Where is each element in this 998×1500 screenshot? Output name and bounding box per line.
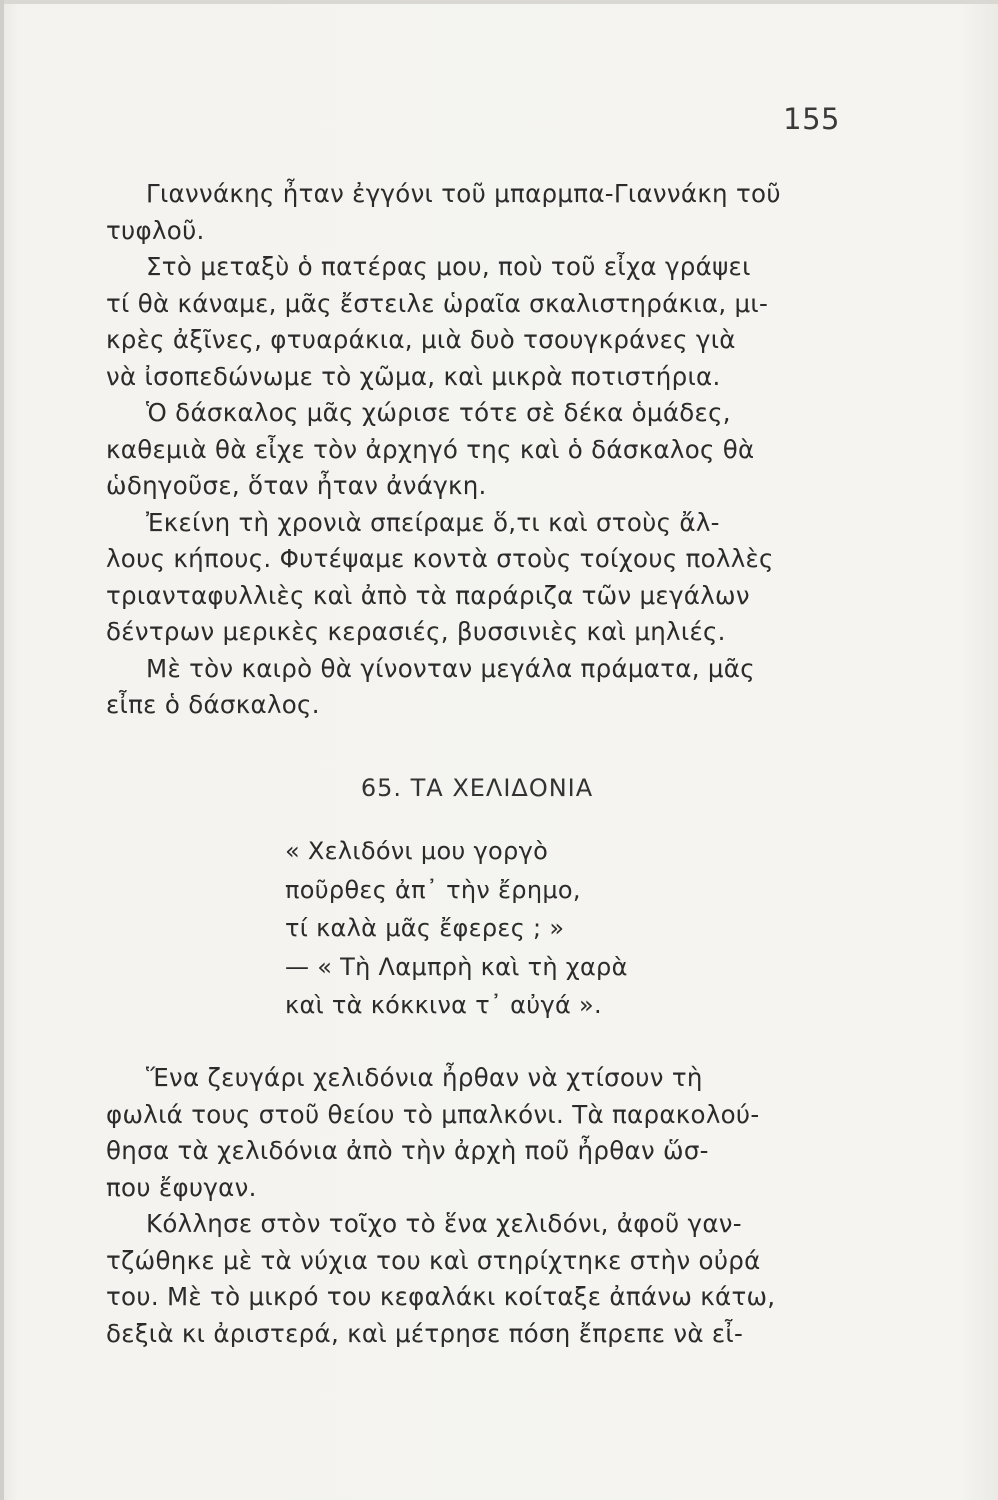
paragraph <box>106 249 876 395</box>
text-line: τυφλοῦ. <box>106 215 205 245</box>
text-line: τριανταφυλλιὲς καὶ ἀπὸ τὰ παράριζα τῶν μεγάλων <box>106 580 750 610</box>
text-line: Ἐκείνη τὴ χρονιὰ σπείραμε ὅ,τι καὶ στοὺς ἄλ- <box>146 507 720 537</box>
text-line: εἶπε ὁ δάσκαλος. <box>106 690 320 719</box>
poem-line: « Χελιδόνι μου γοργὸ <box>285 837 549 865</box>
poem-line: ποῦρθες ἀπ᾿ τὴν ἔρημο, <box>285 875 581 904</box>
text-line: που ἔφυγαν. <box>106 1172 257 1202</box>
poem <box>285 832 628 1025</box>
text-line: κρὲς ἀξῖνες, φτυαράκια, μιὰ δυὸ τσουγκράνες γιὰ <box>106 325 736 354</box>
poem-line: — « Τὴ Λαμπρὴ καὶ τὴ χαρὰ <box>285 952 628 981</box>
text-block-top <box>106 176 876 724</box>
text-line: καθεμιὰ θὰ εἶχε τὸν ἀρχηγό της καὶ ὁ δάσκαλος θὰ <box>106 434 755 464</box>
paragraph <box>106 505 876 651</box>
text-line: Γιαννάκης ἦταν ἐγγόνι τοῦ μπαρμπα-Γιαννάκη τοῦ <box>146 179 781 208</box>
text-line: φωλιά τους στοῦ θείου τὸ μπαλκόνι. Τὰ παρακολού- <box>106 1099 760 1129</box>
text-line: τί θὰ κάναμε, μᾶς ἔστειλε ὡραῖα σκαλιστηράκια, μι- <box>106 288 769 318</box>
paragraph <box>106 1206 876 1352</box>
text-line: Κόλλησε στὸν τοῖχο τὸ ἕνα χελιδόνι, ἀφοῦ γαν- <box>146 1209 742 1238</box>
paragraph <box>106 1060 876 1206</box>
text-line: θησα τὰ χελιδόνια ἀπὸ τὴν ἀρχὴ ποῦ ἦρθαν ὥσ- <box>106 1136 709 1165</box>
paragraph <box>106 395 876 505</box>
text-line: δεξιὰ κι ἀριστερά, καὶ μέτρησε πόση ἔπρεπε νὰ εἶ- <box>106 1318 744 1348</box>
text-line: ὡδηγοῦσε, ὅταν ἦταν ἀνάγκη. <box>106 471 487 500</box>
text-line: Μὲ τὸν καιρὸ θὰ γίνονταν μεγάλα πράματα, μᾶς <box>146 653 755 683</box>
paragraph <box>106 176 876 249</box>
text-line: του. Μὲ τὸ μικρό του κεφαλάκι κοίταξε ἀπάνω κάτω, <box>106 1282 776 1311</box>
chapter-heading <box>0 774 998 802</box>
text-line: δέντρων μερικὲς κερασιές, βυσσινιὲς καὶ μηλιές. <box>106 617 726 646</box>
text-line: νὰ ἰσοπεδώνωμε τὸ χῶμα, καὶ μικρὰ ποτιστήρια. <box>106 361 721 391</box>
page-top-edge <box>0 0 998 4</box>
text-line: Στὸ μεταξὺ ὁ πατέρας μου, ποὺ τοῦ εἶχα γράψει <box>146 252 751 281</box>
paragraph <box>106 651 876 724</box>
poem-line: καὶ τὰ κόκκινα τ᾿ αὐγά ». <box>285 991 602 1019</box>
page-number: 155 <box>783 102 840 136</box>
text-line: λους κήπους. Φυτέψαμε κοντὰ στοὺς τοίχους πολλὲς <box>106 544 774 573</box>
page-binding-edge <box>0 0 4 1500</box>
chapter-heading-text: 65. ΤΑ ΧΕΛΙΔΟΝΙΑ <box>360 774 594 802</box>
text-line: τζώθηκε μὲ τὰ νύχια του καὶ στηρίχτηκε στὴν οὐρά <box>106 1245 761 1275</box>
text-block-bottom <box>106 1060 876 1352</box>
text-line: Ὁ δάσκαλος μᾶς χώρισε τότε σὲ δέκα ὁμάδες, <box>146 398 731 427</box>
poem-line: τί καλὰ μᾶς ἔφερες ; » <box>285 914 565 942</box>
text-line: Ἕνα ζευγάρι χελιδόνια ἦρθαν νὰ χτίσουν τὴ <box>146 1063 703 1092</box>
